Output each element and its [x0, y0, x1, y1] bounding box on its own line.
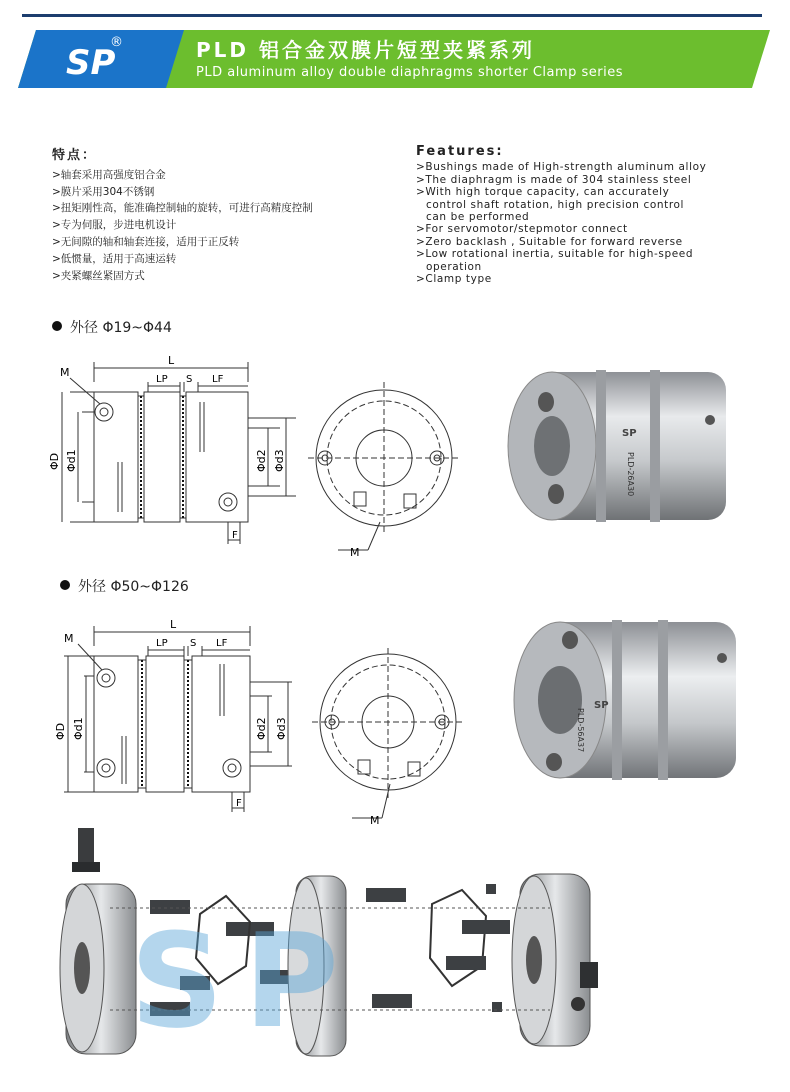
- section2-side-drawing: [50, 616, 310, 816]
- product-logo: SP: [594, 700, 609, 711]
- dim-LP: LP: [156, 638, 168, 649]
- bullet-icon: [52, 321, 62, 331]
- product-marking: PLD-56A37: [576, 708, 585, 753]
- header-banner: [18, 30, 770, 88]
- section1-side-drawing: [40, 352, 310, 552]
- section1-product-photo: [498, 356, 750, 532]
- features-en-item-cont: can be performed: [426, 211, 530, 224]
- dim-M-front: M: [350, 546, 360, 559]
- section2-heading: 外径 Φ50~Φ126: [60, 576, 189, 596]
- features-en-item-cont: operation: [426, 260, 482, 273]
- section2-product-photo: [508, 612, 758, 786]
- dim-S: S: [190, 638, 197, 649]
- exploded-view: [50, 826, 750, 1072]
- features-en-item: >Bushings made of High-strength aluminum alloy: [416, 161, 707, 174]
- dim-M: M: [64, 632, 74, 645]
- exploded-diaphragm-right: [430, 890, 486, 986]
- dim-M-front: M: [370, 814, 380, 827]
- dim-d3: Φd3: [275, 717, 288, 740]
- dim-d1: Φd1: [72, 717, 85, 740]
- features-cn: [52, 148, 313, 284]
- page-title: PLD 铝合金双膜片短型夹紧系列: [196, 38, 535, 62]
- dim-d3: Φd3: [273, 449, 286, 472]
- features-cn-item: >膜片采用304不锈钢: [52, 185, 155, 198]
- dim-LP: LP: [156, 374, 168, 385]
- page-subtitle: PLD aluminum alloy double diaphragms shorter Clamp series: [196, 65, 624, 80]
- exploded-left-hub: [60, 828, 136, 1054]
- features-en-item: >Clamp type: [416, 273, 492, 286]
- features-cn-item: >低惯量，适用于高速运转: [52, 252, 177, 265]
- features-en: [416, 146, 706, 285]
- section2-front-drawing: [312, 648, 472, 828]
- dim-M: M: [60, 366, 70, 379]
- product-marking: PLD-26A30: [626, 452, 635, 497]
- features-cn-item: >轴套采用高强度铝合金: [52, 168, 166, 181]
- features-en-item: >For servomotor/stepmotor connect: [416, 223, 628, 236]
- features-en-item: >With high torque capacity, can accurately: [416, 186, 670, 199]
- dim-D: ΦD: [54, 722, 67, 740]
- features-cn-item: >专为伺服，步进电机设计: [52, 219, 177, 232]
- exploded-screws-right: [366, 884, 510, 1012]
- dim-LF: LF: [216, 638, 228, 649]
- brand-logo: [18, 30, 168, 88]
- dim-d2: Φd2: [255, 449, 268, 472]
- section1-heading: 外径 Φ19~Φ44: [52, 317, 172, 337]
- product-logo: SP: [622, 428, 637, 439]
- dim-L: L: [170, 618, 177, 631]
- section1-front-drawing: [308, 382, 468, 562]
- logo-text: SP: [66, 43, 116, 83]
- registered-mark: ®: [110, 35, 123, 50]
- dim-d2: Φd2: [255, 717, 268, 740]
- watermark-logo: SP: [130, 905, 359, 1057]
- features-cn-heading: 特点：: [52, 148, 98, 163]
- bullet-icon: [60, 580, 70, 590]
- features-en-item: >Zero backlash , Suitable for forward reverse: [416, 235, 683, 248]
- dim-F: F: [236, 798, 242, 809]
- features-cn-item: >夹紧螺丝紧固方式: [52, 269, 145, 282]
- top-rule: [22, 14, 762, 17]
- dim-d1: Φd1: [65, 449, 78, 472]
- features-en-item-cont: control shaft rotation, high precision control: [426, 198, 685, 211]
- features-en-item: >Low rotational inertia, suitable for high-speed: [416, 248, 694, 261]
- dim-F: F: [232, 530, 238, 541]
- dim-LF: LF: [212, 374, 224, 385]
- features-en-item: >The diaphragm is made of 304 stainless steel: [416, 173, 692, 186]
- dim-L: L: [168, 354, 175, 367]
- dim-S: S: [186, 374, 193, 385]
- features-cn-item: >无间隙的轴和轴套连接，适用于正反转: [52, 235, 240, 248]
- features-en-heading: Features:: [416, 144, 504, 159]
- dim-D: ΦD: [48, 452, 61, 470]
- exploded-right-hub: [512, 874, 598, 1046]
- features-cn-item: >扭矩刚性高，能准确控制轴的旋转，可进行高精度控制: [52, 202, 313, 215]
